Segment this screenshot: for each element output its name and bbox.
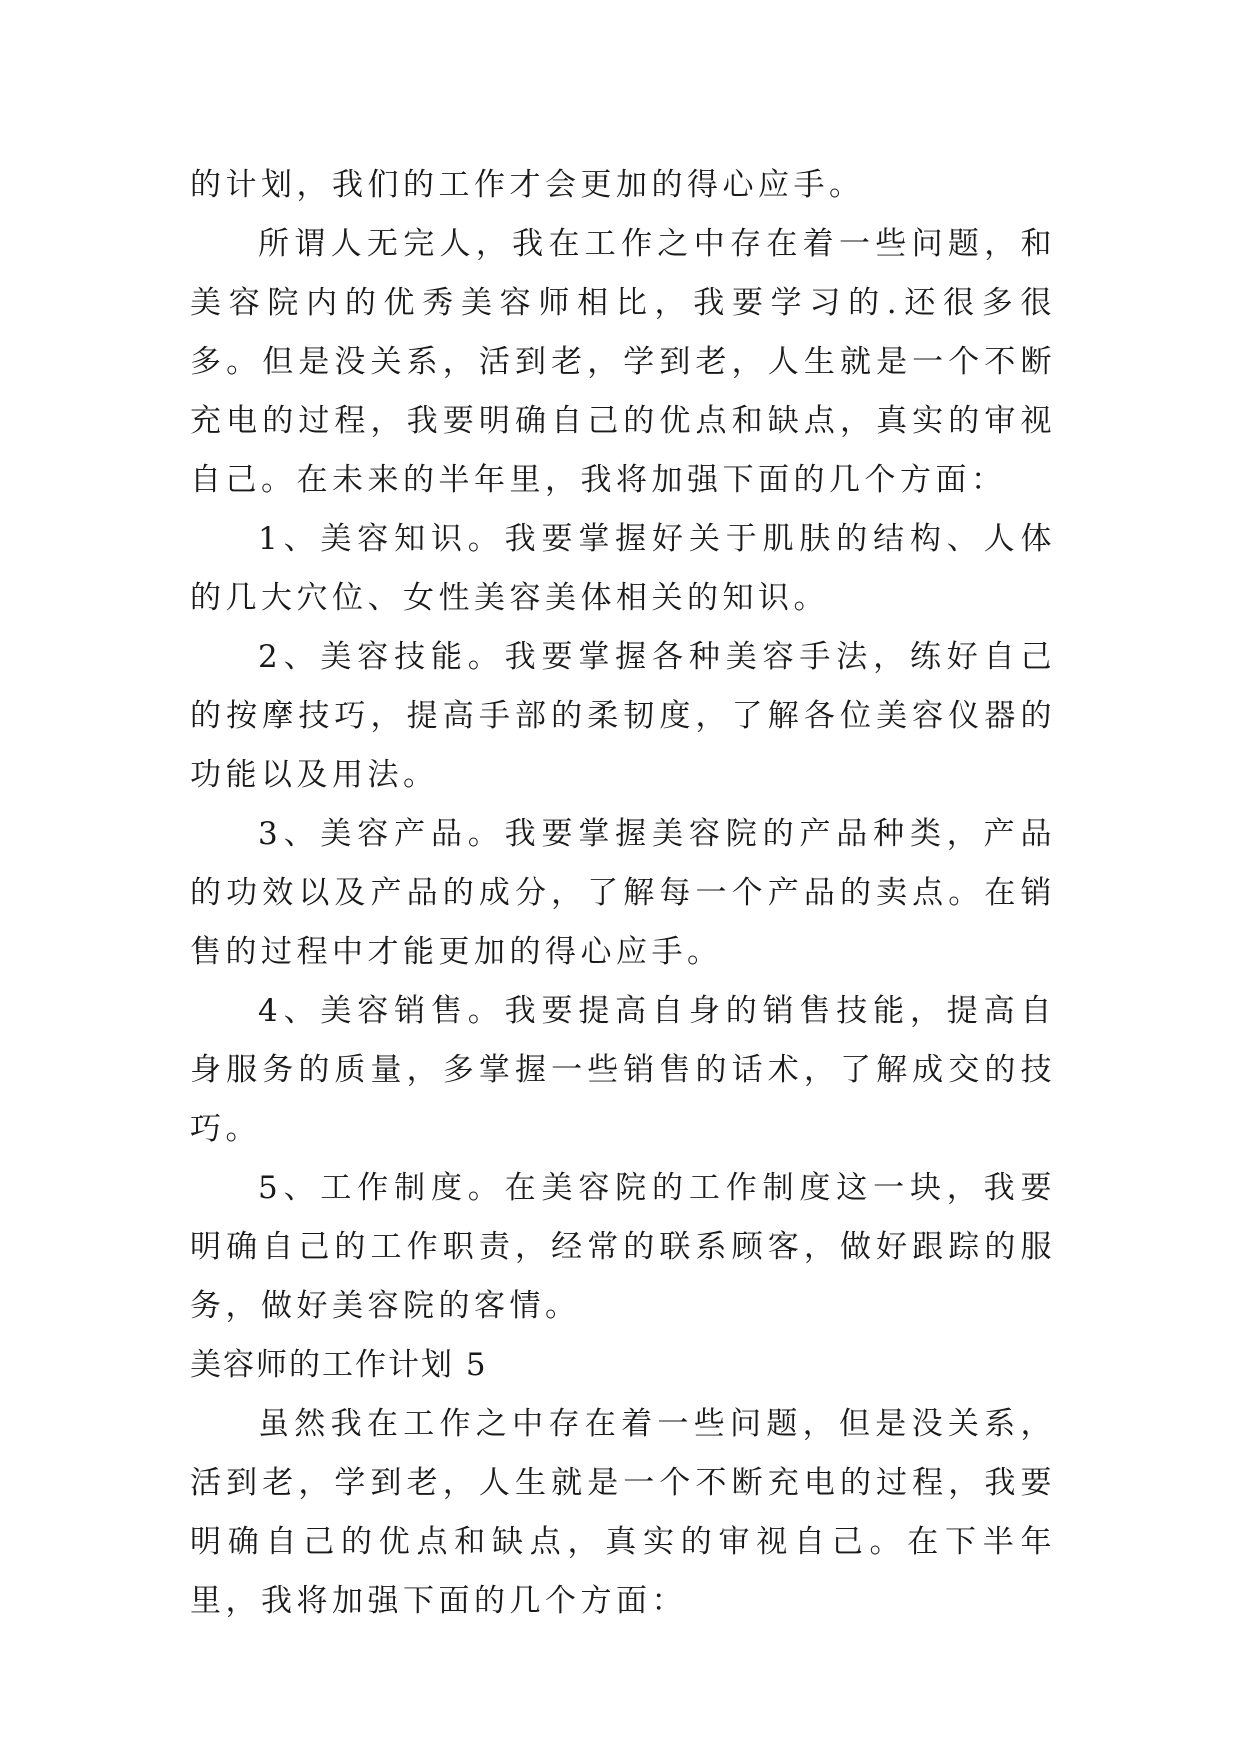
list-item-work-system: 5、工作制度。在美容院的工作制度这一块，我要明确自己的工作职责，经常的联系顾客，做好跟踪的服务，做好美容院的客情。 [190, 1170, 1056, 1324]
document-body [190, 156, 1056, 1631]
paragraph-section-intro: 虽然我在工作之中存在着一些问题，但是没关系，活到老，学到老，人生就是一个不断充电的过程，我要明确自己的优点和缺点，真实的审视自己。在下半年里，我将加强下面的几个方面： [190, 1406, 1056, 1619]
list-item-beauty-skills: 2、美容技能。我要掌握各种美容手法，练好自己的按摩技巧，提高手部的柔韧度，了解各位美容仪器的功能以及用法。 [190, 639, 1056, 793]
list-item-beauty-products: 3、美容产品。我要掌握美容院的产品种类，产品的功效以及产品的成分，了解每一个产品的卖点。在销售的过程中才能更加的得心应手。 [190, 816, 1056, 970]
list-item-beauty-knowledge: 1、美容知识。我要掌握好关于肌肤的结构、人体的几大穴位、女性美容美体相关的知识。 [190, 521, 1056, 616]
paragraph-continuation: 的计划，我们的工作才会更加的得心应手。 [190, 167, 865, 203]
section-heading: 美容师的工作计划 5 [190, 1347, 488, 1383]
list-item-beauty-sales: 4、美容销售。我要提高自身的销售技能，提高自身服务的质量，多掌握一些销售的话术，了解成交的技巧。 [190, 993, 1056, 1147]
paragraph-self-assessment: 所谓人无完人，我在工作之中存在着一些问题，和美容院内的优秀美容师相比，我要学习的.还很多很多。但是没关系，活到老，学到老，人生就是一个不断充电的过程，我要明确自己的优点和缺点，真实的审视自己。在未来的半年里，我将加强下面的几个方面： [190, 226, 1056, 498]
